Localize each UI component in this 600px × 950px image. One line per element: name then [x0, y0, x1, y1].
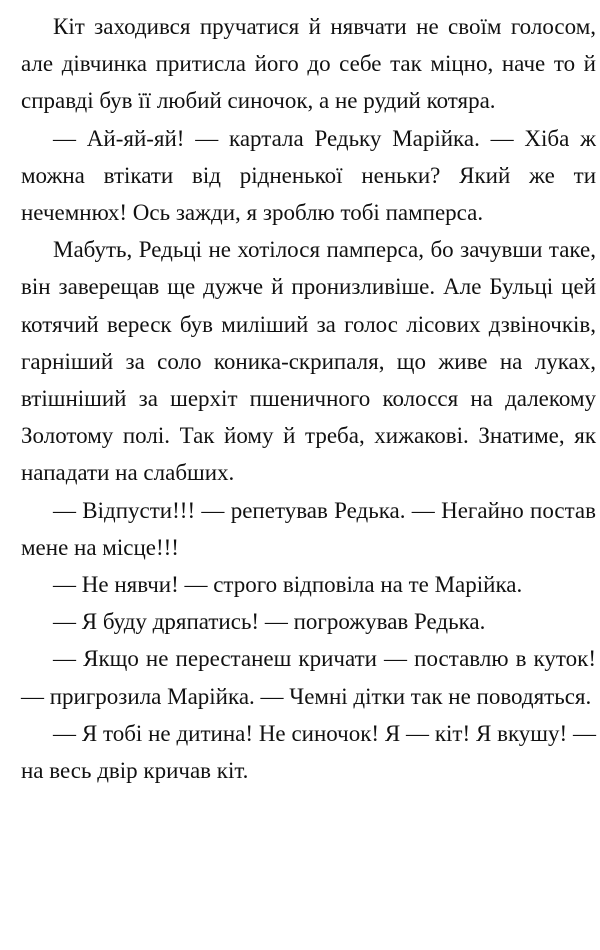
paragraph: Кіт заходився пручатися й нявчати не своїм голосом, але дівчинка притисла його до себе так міцно, наче то й справді був її любий синочок, а не рудий котяра. — [21, 14, 596, 114]
paragraph: Мабуть, Редьці не хотілося памперса, бо зачувши таке, він заверещав ще дужче й пронизливіше. Але Бульці цей котячий вереск був миліший за голос лісових дзвіночків, гарніший за соло коника-скрипаля, що живе на луках, втішніший за шерхіт пшеничного колосся на далекому Золотому полі. Так йому й треба, хижакові. Знатиме, як нападати на слабших. — [21, 237, 596, 486]
paragraph: — Не нявчи! — строго відповіла на те Марійка. — [53, 572, 523, 598]
paragraph: — Я тобі не дитина! Не синочок! Я — кіт! Я вкушу! — на весь двір кричав кіт. — [21, 720, 596, 784]
paragraph: — Ай-яй-яй! — картала Редьку Марійка. — Хіба ж можна втікати від рідненької неньки? Який же ти нечемнюх! Ось зажди, я зроблю тобі памперса. — [21, 125, 596, 226]
paragraph: — Я буду дряпатись! — погрожував Редька. — [53, 609, 486, 635]
paragraph: — Якщо не перестанеш кричати — поставлю в куток! — пригрозила Марійка. — Чемні дітки так не поводяться. — [21, 646, 596, 709]
paragraph: — Відпусти!!! — репетував Редька. — Негайно постав мене на місце!!! — [21, 497, 596, 560]
